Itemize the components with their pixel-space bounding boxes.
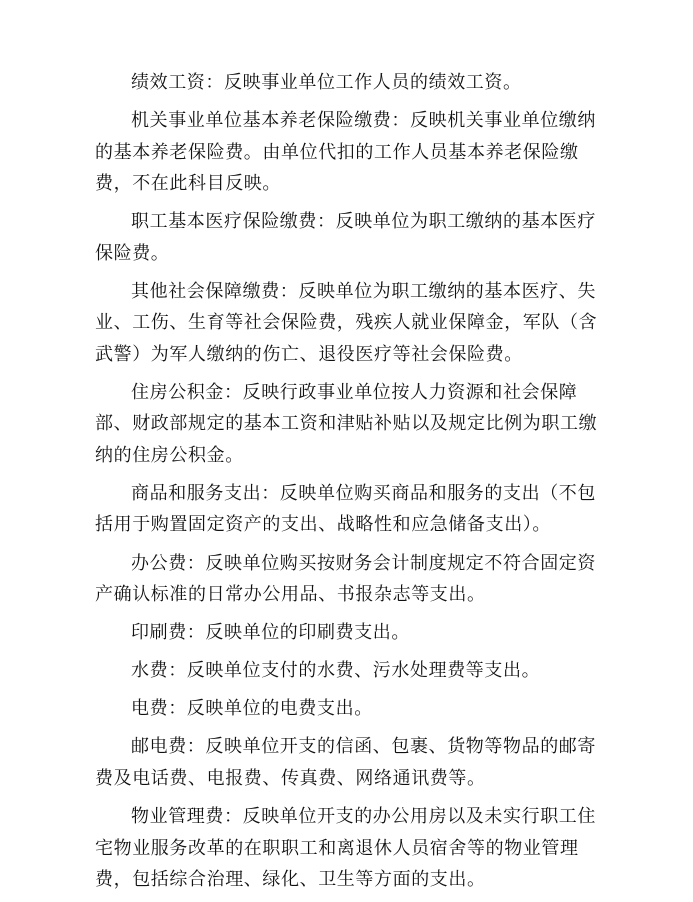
paragraph-postal-telecom-fees: 邮电费：反映单位开支的信函、包裹、货物等物品的邮寄费及电话费、电报费、传真费、网络通讯费等。: [95, 736, 596, 789]
paragraph-office-expenses: 办公费：反映单位购买按财务会计制度规定不符合固定资产确认标准的日常办公用品、书报杂志等支出。: [95, 552, 596, 606]
paragraph-printing-fees: 印刷费：反映单位的印刷费支出。: [131, 622, 410, 644]
paragraph-water-fees: 水费：反映单位支付的水费、污水处理费等支出。: [131, 660, 541, 682]
paragraph-goods-and-services: 商品和服务支出：反映单位购买商品和服务的支出（不包括用于购置固定资产的支出、战略性和应急储备支出）。: [95, 482, 596, 536]
paragraph-electricity-fees: 电费：反映单位的电费支出。: [131, 698, 373, 720]
paragraph-pension-insurance: 机关事业单位基本养老保险缴费：反映机关事业单位缴纳的基本养老保险费。由单位代扣的工作人员基本养老保险缴费，不在此科目反映。: [95, 110, 596, 195]
paragraph-housing-fund: 住房公积金：反映行政事业单位按人力资源和社会保障部、财政部规定的基本工资和津贴补贴以及规定比例为职工缴纳的住房公积金。: [95, 381, 598, 466]
document-body: [95, 67, 610, 902]
paragraph-medical-insurance: 职工基本医疗保险缴费：反映单位为职工缴纳的基本医疗保险费。: [95, 211, 596, 264]
paragraph-other-social-security: 其他社会保障缴费：反映单位为职工缴纳的基本医疗、失业、工伤、生育等社会保险费，残疾人就业保障金，军队（含武警）为军人缴纳的伤亡、退役医疗等社会保险费。: [95, 280, 598, 365]
paragraph-property-management-fees: 物业管理费：反映单位开支的办公用房以及未实行职工住宅物业服务改革的在职职工和离退休人员宿舍等的物业管理费，包括综合治理、绿化、卫生等方面的支出。: [95, 806, 596, 891]
paragraph-performance-pay: 绩效工资：反映事业单位工作人员的绩效工资。: [131, 72, 522, 93]
